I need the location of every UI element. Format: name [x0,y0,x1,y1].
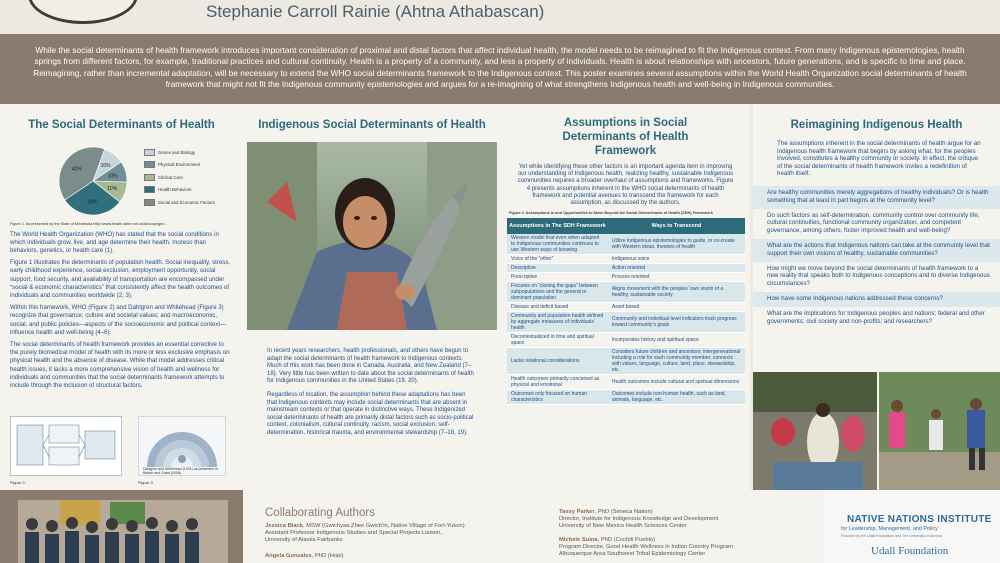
transcend-cell: Aligns movement with the peoples’ own vision of a healthy, sustainable society [608,282,745,303]
transcend-cell: Process oriented [608,273,745,282]
table-row [507,348,745,375]
runners-photo [879,372,1000,490]
table-row [507,273,745,282]
figure3-label: Figure 3. [138,480,154,485]
column-social-determinants [0,104,243,490]
assumption-cell: Prescriptive [507,273,608,282]
question-item: What are the implications for Indigenous peoples and nations; federal and other governments; civil society and non-profits; and researchers? [767,309,985,325]
author-detail: , MSW (Gwichyaa Zhee Gwich’in, Native Village of Fort-Yukon) [303,523,465,529]
question-item: Are healthy communities merely aggregations of healthy individuals? Or is health something that at least in part begins at the community level? [753,186,1000,209]
author-line: Albuquerque Area Southwest Tribal Epidemiology Center [559,551,706,557]
legend-item [144,196,215,209]
paragraph: Within this framework, WHO (Figure 2) and Dahlgren and Whitehead (Figure 3) recognize that governance; culture and societal values; and macroeconomic, social, and public policies—aspects of the socioeconomic and political context—influence health and well-being (4–6). [10,304,227,336]
transcend-cell: Action oriented [608,264,745,273]
transcend-cell: Indigenous voice [608,255,745,264]
author-name: Tassy Parker [559,509,595,515]
pie-slice-label: 10% [100,162,111,169]
section-title: Indigenous Social Determinants of Health [258,119,486,131]
legend-swatch [144,186,155,193]
table-row [507,255,745,264]
paragraph: The World Health Organization (WHO) has stated that the social conditions in which individuals grow, live, and age determine their health, moreso than behaviors, genetics, or health care (1). [10,230,219,254]
table-row [507,375,745,390]
author-block [559,537,733,558]
transcend-cell: Asset based [608,303,745,312]
table-row [507,282,745,303]
transcend-cell: Incorporates history and spiritual space [608,333,745,348]
author-name: Jessica Black [265,523,304,529]
author-block [265,523,465,544]
legend-item [144,184,215,197]
transcend-cell: Health outcomes include cultural and spiritual dimensions [608,375,745,390]
assumption-cell: Western model that even when adapted to Indigenous communities continues to use Western ways of knowing [507,234,608,255]
pie-chart-figure [10,144,233,220]
legend-label: Clinical Care [158,174,183,180]
section-intro: The assumptions inherent in the social determinants of health argue for an Indigenous health framework that begins by asking what, for the peoples involved, constitutes a healthy community or society. In effect, the critique of the social determinants of health framework invites a redefinition of health itself. [777,140,981,178]
dancers-photo [753,372,877,490]
author-detail: , PhD (Seneca Nation) [594,509,653,515]
legend-swatch [144,161,155,168]
udall-foundation-logo: Udall Foundation [871,545,949,557]
figure-caption: Figure 1. As presented by the State of Minnesota http://www.health.state.mn.us/divs/opi/gm/... [10,222,168,226]
abstract-banner: While the social determinants of health framework introduces important consideration of proximal and distal factors that affect individual health, the model needs to be reimagined to fit the Indigenous context. From many Indigenous epistemologies, health springs from different factors, for example, traditional practices and cultural continuity. Health is a property of a community, and less a property of individuals. Health is about relationships with ancestors, future generations, and is specific to time and place. Reimagining, rather than incremental adaptation, will be necessary to extend the WHO social determinants framework to the Indigenous context. This poster examines several assumptions within the World Health Organization social determinants of health framework that might not fit the Indigenous community epistemologies and argues for a re-imagining of what strengthens Indigenous health and well-being in Indigenous communities. [0,34,1000,104]
assumption-cell: Lacks relational considerations [507,348,608,375]
group-photo [0,490,243,563]
assumptions-table [507,218,745,405]
author-line: Director, Institute for Indigenous Knowledge and Development [559,516,719,522]
legend-swatch [144,199,155,206]
paragraph: The social determinants of health framework provides an essential corrective to the purely biomedical model of health with its more or less exclusive emphasis on physical health and the absence of disease. While that model addresses critical health issues, it lacks a more comprehensive vision of health and wellness for individuals and communities that the social determinants framework attempts to include through the inclusion of structural factors. [10,341,230,390]
assumption-cell: Outcomes only focused on human characteristics [507,390,608,405]
collaborating-authors [243,490,823,563]
legend-label: Social and Economic Factors [158,199,215,205]
legend-label: Health Behaviors [158,187,192,193]
question-item: How have some Indigenous nations addressed these concerns? [753,292,1000,307]
legend-label: Physical Environment [158,162,201,168]
section-body [267,348,477,444]
table-row [507,264,745,273]
figure3-caption: Dahlgren and Whitehead (1991) as presented in Barton and Grant (2006) [143,467,218,475]
author-name: Michele Suina [559,537,598,543]
paragraph: Regardless of location, the assumption behind these adaptations has been that Indigenous contexts may include social determinants that are absent in mainstream contexts or that operate in distinctive ways. These Indigenized social determinants of health are primarily distal factors such as socio-political context, colonialism, cultural continuity, racism, social exclusion, self-determination, historical trauma, and environmental stewardship (7–18, 19). [267,391,474,436]
assumption-cell: Descriptive [507,264,608,273]
table-row [507,303,745,312]
author-block [265,553,344,560]
who-framework-diagram [10,416,122,476]
chart-legend [144,146,215,209]
column-assumptions [501,104,750,490]
collab-title: Collaborating Authors [265,507,375,519]
question-item: Do such factors as self-determination, community control over community life, cultural continuities, functional community organization, and competent governance, among others, foster improved health and well-being? [767,211,980,235]
column-reimagining [753,104,1000,490]
assumption-cell: Voice of the “other” [507,255,608,264]
table-header: Ways to Transcend [608,218,745,234]
legend-swatch [144,149,155,156]
photo-row [753,372,1000,490]
table-row [507,312,745,333]
table-row [507,390,745,405]
legend-item [144,171,215,184]
nni-subtitle: for Leadership, Management, and Policy [841,526,938,532]
transcend-cell: Utilize Indigenous epistemologies to guide, or co-create with Western ideas, theories of health [608,234,745,255]
table-row [507,333,745,348]
author-detail: , PhD (Hopi) [311,553,344,559]
nni-title: NATIVE NATIONS INSTITUTE [847,514,992,525]
paragraph: Figure 1 illustrates the determinants of population health. Social inequality, stress, early childhood experience, social exclusion, employment opportunity, social support, food security, and availability of transportation are encompassed under “social & economic characteristics” that consistently affect the health outcomes of individuals and communities worldwide (2, 3). [10,259,231,300]
nni-founded-note: Founded by the Udall Foundation and The University of Arizona [841,534,943,538]
assumption-cell: Health outcomes primarily conceived as physical and emotional [507,375,608,390]
legend-item [144,146,215,159]
section-title: Reimagining Indigenous Health [790,119,963,131]
assumption-cell: Disease and deficit based [507,303,608,312]
legend-swatch [144,174,155,181]
section-title: Assumptions in Social Determinants of Health Framework [562,117,689,157]
transcend-cell: Considers future children and ancestors; intergenerational including a role for each community member; connects with values, language, culture, land, place, stewardship, etc. [608,348,745,375]
author-block [559,509,718,530]
pie-slice-label: 30% [87,199,98,206]
pie-chart [56,144,136,218]
question-item: How might we move beyond the social determinants of health framework to a new reality that speaks both to Indigenous conceptions and to diverse Indigenous circumstances? [767,264,990,288]
transcend-cell: Community and individual level indicators track progress toward community’s goals [608,312,745,333]
dahlgren-whitehead-diagram [138,416,226,476]
table-header: Assumptions in The SDH Framework [507,218,608,234]
section-intro: Yet while identifying these other factors is an important agenda item in improving our understanding of Indigenous health, realizing healthy, sustainable Indigenous communities requires a broader overhaul of assumptions and frameworks. Figure 4 presents assumptions inherent in the WHO social determinants of health framework and potential avenues to transcend the framework for each assumption, as discussed by the authors. [517,164,734,207]
figure2-label: Figure 2. [10,480,26,485]
legend-item [144,159,215,172]
section-title: The Social Determinants of Health [28,119,215,131]
poster-footer [0,490,1000,563]
assumption-cell: Community and population health defined by aggregate measures of individuals’ health [507,312,608,333]
figures-2-3 [10,416,233,488]
institute-logo [28,0,138,24]
assumption-cell: Focuses on “closing the gaps” between subpopulations and the general or dominant population [507,282,608,303]
legend-label: Genes and Biology [158,149,196,155]
pie-slice-label: 40% [71,166,82,173]
paragraph: In recent years researchers, health professionals, and others have begun to adapt the social determinants of health framework to Indigenous contexts. Much of this work has been done in Canada, Australia, and New Zealand (7–18). Very little has been written to date about the social determinants of health for Indigenous communities in the United States (19, 20). [267,348,474,385]
author-name: Stephanie Carroll Rainie (Ahtna Athabascan) [206,2,545,21]
transcend-cell: Outcomes include non-human health, such as land, animals, language, etc. [608,390,745,405]
pie-slice-label: 10% [107,185,118,192]
author-line: Assistant Professor Indigenous Studies and Special Projects Liaison, [265,530,442,536]
poster-header [0,0,1000,34]
author-detail: , PhD (Cochiti Pueblo) [597,537,656,543]
question-item: What are the actions that Indigenous nations can take at the community level that support their own visions of healthy, sustainable communities? [753,239,1000,262]
table-row [507,234,745,255]
column-indigenous-sdh [243,104,501,490]
author-line: University of Alaska Fairbanks [265,537,343,543]
table-caption: Figure 4. Assumptions In and Opportunities to Move Beyond the Social Determinants of Health (SDH) Framework [509,211,713,216]
pie-slice-label: 10% [107,173,118,180]
girl-with-fish-photo [247,142,497,330]
author-line: University of New Mexico Health Sciences Center [559,523,687,529]
author-line: Program Director, Good Health Wellness in Indian Country Program [559,544,733,550]
nni-logo-block [823,490,1000,563]
author-name: Angela Gonzales [265,553,312,559]
assumption-cell: Decontextualized in time and spiritual space [507,333,608,348]
